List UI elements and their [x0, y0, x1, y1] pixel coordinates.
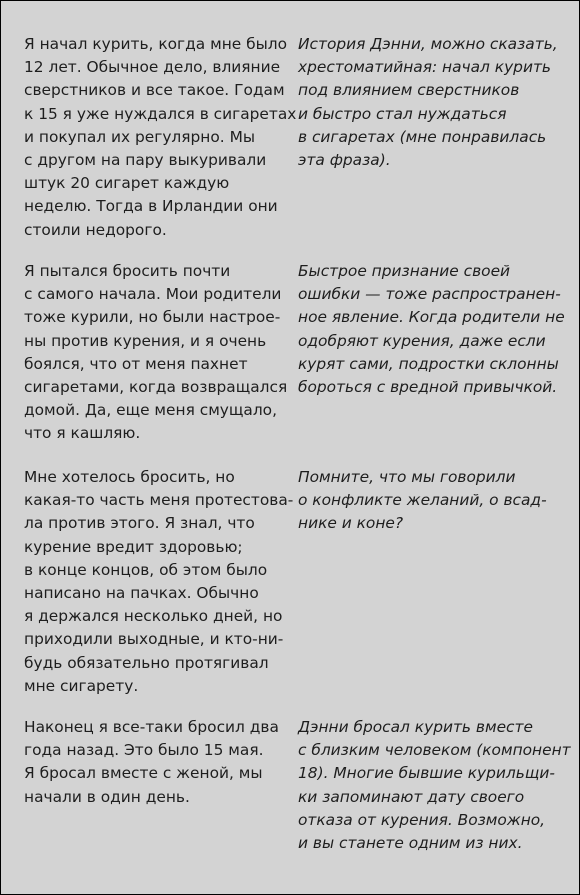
- text-line: История Дэнни, можно сказать,: [298, 35, 558, 53]
- story-commentary-table: [1, 1, 579, 894]
- text-line: написано на пачках. Обычно: [24, 584, 259, 603]
- text-line: сигаретами, когда возвращался: [24, 378, 288, 397]
- text-line: стоили недорого.: [24, 220, 167, 239]
- commentary-text: [298, 716, 570, 855]
- text-line: с самого начала. Мои родители: [24, 285, 282, 304]
- text-line: будь обязательно протягивал: [24, 653, 269, 672]
- text-line: к 15 я уже нуждался в сигаретах: [24, 104, 297, 123]
- text-line: ны против курения, и я очень: [24, 331, 267, 350]
- text-line: какая-то часть меня протестова-: [24, 491, 294, 510]
- commentary-text: [298, 33, 570, 172]
- text-line: я держался несколько дней, но: [24, 607, 283, 626]
- text-line: и вы станете одним из них.: [298, 834, 523, 853]
- text-line: Мне хотелось бросить, но: [24, 468, 235, 486]
- text-line: курят сами, подростки склонны: [298, 354, 559, 373]
- text-line: ошибки — тоже распространен-: [298, 285, 561, 304]
- text-line: Наконец я все-таки бросил два: [24, 718, 279, 736]
- text-line: и покупал их регулярно. Мы: [24, 127, 255, 146]
- text-line: хрестоматийная: начал курить: [298, 58, 551, 77]
- text-line: 12 лет. Обычное дело, влияние: [24, 58, 281, 77]
- story-text: [24, 260, 288, 446]
- text-line: года назад. Это было 15 мая.: [24, 741, 264, 760]
- text-line: бороться с вредной привычкой.: [298, 378, 558, 397]
- text-line: Дэнни бросал курить вместе: [298, 718, 533, 736]
- text-line: ки запоминают дату своего: [298, 787, 525, 806]
- text-line: мне сигарету.: [24, 676, 139, 695]
- text-line: Я начал курить, когда мне было: [24, 35, 288, 53]
- text-line: с близким человеком (компонент: [298, 741, 571, 760]
- text-line: нике и коне?: [298, 514, 404, 533]
- text-line: Я бросал вместе с женой, мы: [24, 764, 263, 783]
- commentary-text: [298, 260, 570, 399]
- text-line: Помните, что мы говорили: [298, 468, 516, 486]
- story-text: [24, 716, 282, 809]
- text-line: в конце концов, об этом было: [24, 560, 268, 579]
- story-text: [24, 33, 297, 242]
- text-line: штук 20 сигарет каждую: [24, 174, 230, 193]
- text-line: и быстро стал нуждаться: [298, 104, 507, 123]
- text-line: Быстрое признание своей: [298, 262, 511, 280]
- text-line: о конфликте желаний, о всад-: [298, 491, 547, 510]
- text-line: домой. Да, еще меня смущало,: [24, 401, 277, 420]
- text-line: боялся, что от меня пахнет: [24, 354, 248, 373]
- text-line: эта фраза).: [298, 151, 391, 170]
- text-line: ла против этого. Я знал, что: [24, 514, 255, 533]
- text-line: Я пытался бросить почти: [24, 262, 231, 280]
- story-text: [24, 466, 294, 698]
- text-line: одобряют курения, даже если: [298, 331, 546, 350]
- text-line: в сигаретах (мне понравилась: [298, 127, 547, 146]
- text-line: тоже курили, но были настрое-: [24, 308, 281, 327]
- text-line: неделю. Тогда в Ирландии они: [24, 197, 278, 216]
- text-line: под влиянием сверстников: [298, 81, 520, 100]
- text-line: с другом на пару выкуривали: [24, 151, 267, 170]
- text-line: приходили выходные, и кто-ни-: [24, 630, 284, 649]
- text-line: ное явление. Когда родители не: [298, 308, 565, 327]
- text-line: 18). Многие бывшие курильщи-: [298, 764, 555, 783]
- text-line: что я кашляю.: [24, 424, 141, 443]
- text-line: начали в один день.: [24, 787, 190, 806]
- text-line: отказа от курения. Возможно,: [298, 810, 546, 829]
- text-line: курение вредит здоровью;: [24, 537, 243, 556]
- commentary-text: [298, 466, 570, 536]
- text-line: сверстников и все такое. Годам: [24, 81, 285, 100]
